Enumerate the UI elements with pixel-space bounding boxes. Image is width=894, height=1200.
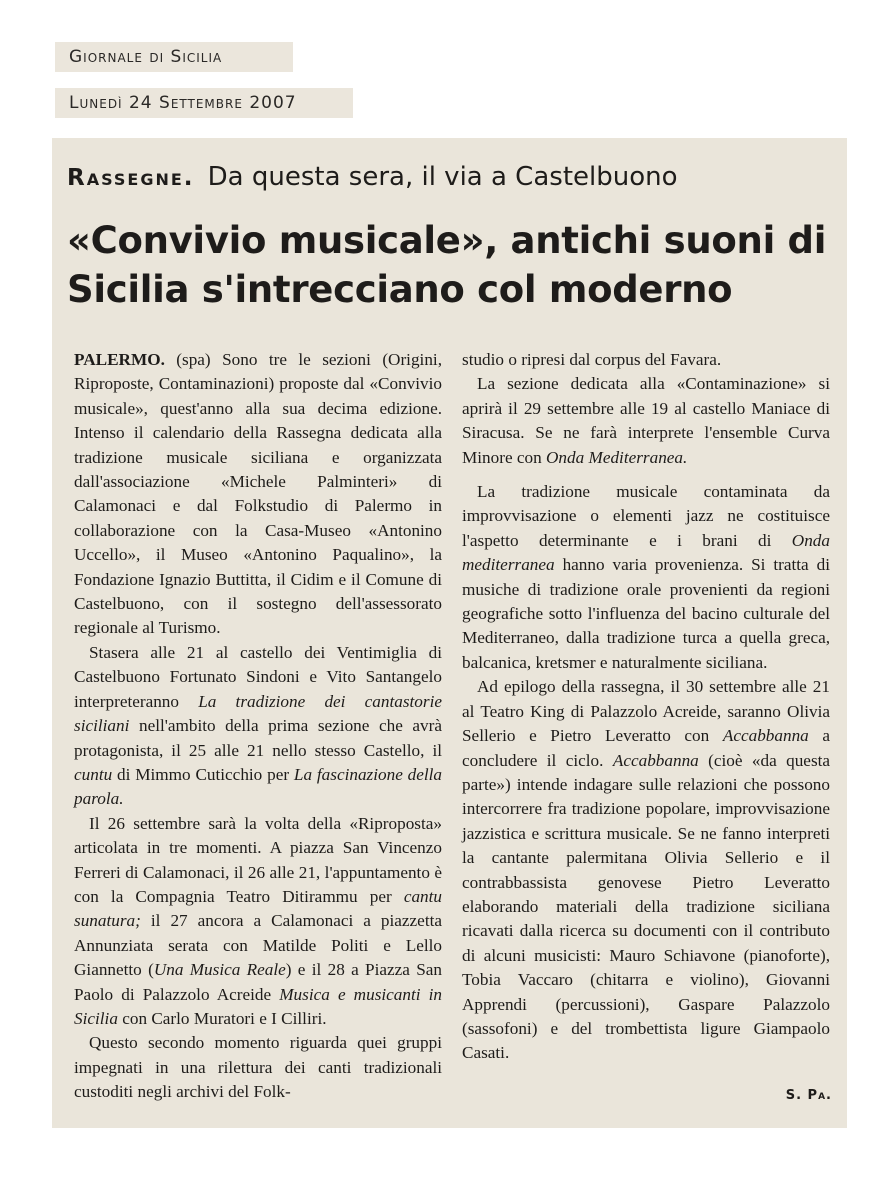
paragraph	[74, 1031, 442, 1104]
article-headline: «Convivio musicale», antichi suoni di Sicilia s'intrecciano col moderno	[67, 219, 827, 311]
paragraph-text: di Mimmo Cuticchio per	[117, 764, 290, 784]
paragraph-text: Stasera alle 21 al castello dei Ventimiglia di Castelbuono Fortunato Sindoni e Vito Santangelo interpreteranno	[74, 642, 442, 711]
paragraph	[462, 675, 830, 1066]
paragraph-text: Il 26 settembre sarà la volta della «Riproposta» articolata in tre momenti. A piazza San Vincenzo Ferreri di Calamonaci, il 26 alle 21, l'appuntamento è con la Compagnia Teatro Ditirammu per	[74, 813, 442, 906]
italic-title: La fascinazione della parola.	[74, 764, 443, 809]
italic-title: Accabbanna	[612, 750, 699, 770]
article-column-left	[74, 348, 442, 1105]
paragraph	[462, 480, 830, 675]
italic-title: Accabbanna	[722, 726, 809, 746]
paragraph-text: Questo secondo momento riguarda quei gruppi impegnati in una rilettura dei canti tradizionali custoditi negli archivi del Folk-	[74, 1033, 442, 1102]
paragraph	[462, 372, 830, 470]
article-column-right	[462, 348, 830, 1066]
paragraph-text: (cioè «da questa parte») intende indagare sulle relazioni che possono intercorrere fra tradizione popolare, improvvisazione jazzistica e scrittura musicale. Se ne fanno interpreti la cantante palermitana Olivia Sellerio e il contrabbassista genovese Pietro Leveratto elaborando materiali della tradizione siciliana ricavati dalla ricerca su documenti con il contributo di alcuni musicisti: Mauro Schiavone (pianoforte), Tobia Vaccaro (chitarra e violino), Giovanni Apprendi (percussioni), Gaspare Palazzolo (sassofoni) e del trombettista ligure Giampaolo Casati.	[462, 750, 831, 1063]
author-signature: S. Pa.	[785, 1088, 832, 1103]
paragraph	[462, 348, 830, 372]
paragraph	[74, 812, 442, 1032]
italic-title: Musica e musicanti in Sicilia	[74, 984, 443, 1028]
italic-title: cuntu	[74, 764, 113, 784]
date-label: Lunedì 24 Settembre 2007	[55, 88, 353, 118]
paragraph-text: con Carlo Muratori e I Cilliri.	[122, 1008, 327, 1028]
paragraph-text: hanno varia provenienza. Si tratta di musiche di tradizione orale provenienti da regioni geografiche sotto l'influenza del bacino culturale del Mediterraneo, dalla tradizione turca a quella greca, balcanica, kretsmer e naturalmente siciliana.	[462, 555, 830, 672]
italic-title: cantu sunatura;	[74, 886, 442, 931]
paragraph-text: ) e il 28 a Piazza San Paolo di Palazzolo Acreide	[74, 960, 442, 1004]
paragraph-text: Ad epilogo della rassegna, il 30 settembre alle 21 al Teatro King di Palazzolo Acreide, saranno Olivia Sellerio e Pietro Leveratto con	[462, 677, 830, 746]
italic-title: Onda Mediterranea.	[546, 447, 688, 467]
newspaper-clipping	[52, 138, 847, 1128]
rubric-label: Rassegne.	[67, 165, 195, 191]
italic-title: La tradizione dei cantastorie siciliani	[74, 691, 442, 736]
dateline: PALERMO.	[74, 350, 165, 369]
article-kicker	[67, 162, 678, 192]
paragraph-text: studio o ripresi dal corpus del Favara.	[462, 350, 722, 369]
paragraph-text: nell'ambito della prima sezione che avrà protagonista, il 25 alle 21 nello stesso Castello, il	[74, 716, 442, 760]
paragraph-text: (spa) Sono tre le sezioni (Origini, Riproposte, Contaminazioni) proposte dal «Convivio musicale», quest'anno alla sua decima edizione. Intenso il calendario della Rassegna dedicata alla tradizione musicale siciliana e organizzata dall'associazione «Michele Palminteri» di Calamonaci e dal Folkstudio di Palermo in collaborazione con la Casa-Museo «Antonino Uccello», il Museo «Antonino Paqualino», la Fondazione Ignazio Buttitta, il Cidim e il Comune di Castelbuono, con il sostegno dell'assessorato regionale al Turismo.	[74, 350, 442, 638]
italic-title: Onda mediterranea	[462, 530, 830, 575]
kicker-text: Da questa sera, il via a Castelbuono	[207, 162, 678, 192]
italic-title: Una Musica Reale	[153, 960, 286, 980]
publication-label: Giornale di Sicilia	[55, 42, 293, 72]
paragraph-text: a concludere il ciclo.	[462, 726, 831, 770]
paragraph	[74, 641, 442, 812]
paragraph	[74, 348, 442, 641]
paragraph-text: il 27 ancora a Calamonaci a piazzetta Annunziata serata con Matilde Politi e Lello Giannetto (	[74, 911, 442, 980]
paragraph-text: La tradizione musicale contaminata da improvvisazione o elementi jazz ne costituisce l'aspetto determinante e i brani di	[462, 482, 830, 550]
paragraph-text: La sezione dedicata alla «Contaminazione» si aprirà il 29 settembre alle 19 al castello Maniace di Siracusa. Se ne farà interprete l'ensemble Curva Minore con	[462, 374, 830, 467]
